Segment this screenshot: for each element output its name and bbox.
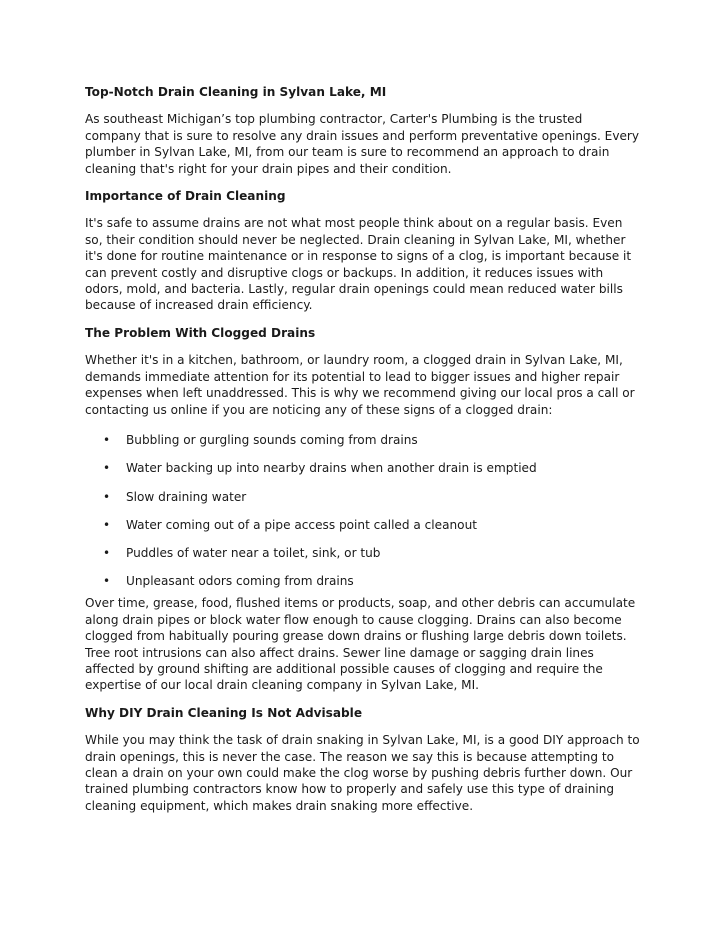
list-item (85, 545, 640, 573)
list-item (85, 489, 640, 517)
list-item-text: Unpleasant odors coming from drains (126, 574, 354, 589)
list-item (85, 460, 640, 488)
list-item (85, 573, 640, 595)
page-title: Top-Notch Drain Cleaning in Sylvan Lake, MI (85, 85, 387, 99)
list-item-text: Bubbling or gurgling sounds coming from drains (126, 432, 418, 447)
bullet-icon: • (103, 432, 111, 447)
section-heading-importance: Importance of Drain Cleaning (85, 189, 286, 204)
section-heading-clogged-drains: The Problem With Clogged Drains (85, 325, 316, 340)
list-item-text: Puddles of water near a toilet, sink, or tub (126, 546, 381, 561)
list-item-text: Water coming out of a pipe access point called a cleanout (126, 517, 477, 532)
diy-paragraph: While you may think the task of drain snaking in Sylvan Lake, MI, is a good DIY approach to drain openings, this is never the case. The reason we say this is because attempting to clean a drain on your own could make the clog worse by pushing debris further down. Our trained plumbing contractors know how to properly and safely use this type of draining cleaning equipment, which makes drain snaking more effective. (85, 733, 640, 813)
bullet-icon: • (103, 574, 111, 589)
section-heading-diy: Why DIY Drain Cleaning Is Not Advisable (85, 705, 363, 720)
clog-signs-list (85, 432, 640, 595)
bullet-icon: • (103, 546, 111, 561)
list-item-text: Water backing up into nearby drains when another drain is emptied (126, 461, 537, 476)
bullet-icon: • (103, 517, 111, 532)
list-item (85, 517, 640, 545)
clogged-drains-paragraph: Whether it's in a kitchen, bathroom, or laundry room, a clogged drain in Sylvan Lake, MI, demands immediate attention for its potential to lead to bigger issues and higher repair expenses when left unaddressed. This is why we recommend giving our local pros a call or contacting us online if you are noticing any of these signs of a clogged drain: (85, 353, 635, 417)
clog-causes-paragraph: Over time, grease, food, flushed items or products, soap, and other debris can accumulate along drain pipes or block water flow enough to cause clogging. Drains can also become clogged from habitually pouring grease down drains or flushing large debris down toilets. Tree root intrusions can also affect drains. Sewer line damage or sagging drain lines affected by ground shifting are additional possible causes of clogging and require the expertise of our local drain cleaning company in Sylvan Lake, MI. (85, 596, 636, 693)
list-item (85, 432, 640, 460)
intro-paragraph: As southeast Michigan’s top plumbing contractor, Carter's Plumbing is the trusted company that is sure to resolve any drain issues and perform preventative openings. Every plumber in Sylvan Lake, MI, from our team is sure to recommend an approach to drain cleaning that's right for your drain pipes and their condition. (85, 112, 640, 176)
bullet-icon: • (103, 489, 111, 504)
list-item-text: Slow draining water (126, 489, 247, 504)
bullet-icon: • (103, 461, 111, 476)
importance-paragraph: It's safe to assume drains are not what most people think about on a regular basis. Even so, their condition should never be neglected. Drain cleaning in Sylvan Lake, MI, whether it's done for routine maintenance or in response to signs of a clog, is important because it can prevent costly and disruptive clogs or backups. In addition, it reduces issues with odors, mold, and bacteria. Lastly, regular drain openings could mean reduced water bills because of increased drain efficiency. (85, 216, 632, 313)
